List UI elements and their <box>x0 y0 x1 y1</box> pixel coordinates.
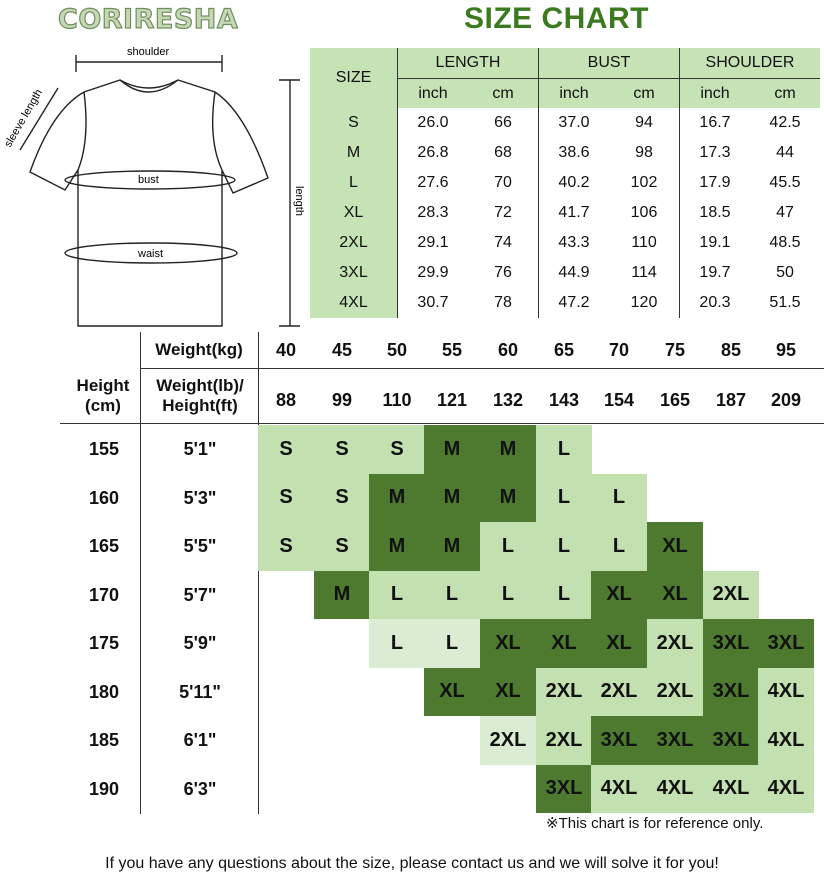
measurement-value: 19.1 <box>680 228 751 258</box>
size-header: SIZE <box>310 48 398 108</box>
waist-label: waist <box>138 248 164 260</box>
height-cm-value: 160 <box>88 487 120 508</box>
weight-lb-value: 165 <box>659 390 691 410</box>
measurement-value: 45.5 <box>769 174 801 191</box>
size-recommendation-cell: L <box>369 571 425 620</box>
size-recommendation-cell: 3XL <box>647 716 703 765</box>
reference-note: ※This chart is for reference only. <box>546 815 764 832</box>
weight-kg-value: 60 <box>497 340 519 360</box>
grid-divider <box>140 368 824 369</box>
height-cm-value: 175 <box>88 633 120 653</box>
weight-kg-value: 50 <box>386 340 408 360</box>
grid-divider <box>60 423 824 424</box>
measurement-value: 94 <box>635 114 653 131</box>
size-recommendation-cell: 3XL <box>758 619 814 668</box>
brand-logo <box>58 2 238 36</box>
measurement-value: 48.5 <box>769 234 801 251</box>
size-recommendation-cell: 2XL <box>536 668 592 717</box>
size-recommendation-cell: 2XL <box>536 716 592 765</box>
measurement-value: 28.3 <box>398 198 469 228</box>
size-recommendation-cell: L <box>536 571 592 620</box>
measurement-value: 20.3 <box>680 288 751 318</box>
size-recommendation-cell: XL <box>647 571 703 620</box>
size-recommendation-cell: 2XL <box>703 571 759 620</box>
size-cell: S <box>310 108 398 138</box>
size-cell: M <box>310 138 398 168</box>
size-recommendation-cell: M <box>369 522 425 571</box>
size-cell: 3XL <box>310 258 398 288</box>
measurement-value: 47 <box>776 204 794 221</box>
height-cm-label <box>68 376 138 420</box>
size-recommendation-cell: S <box>369 425 425 474</box>
measurement-value: 68 <box>494 144 512 161</box>
height-cm-value: 190 <box>88 778 120 799</box>
size-recommendation-cell: M <box>424 474 480 523</box>
size-recommendation-cell: XL <box>591 619 647 668</box>
height-cm-value: 155 <box>88 439 120 459</box>
weight-kg-value: 85 <box>720 340 742 360</box>
unit-header: inch <box>398 79 469 109</box>
weight-lb-value: 121 <box>436 390 468 410</box>
weight-lb-value: 99 <box>331 390 353 410</box>
size-recommendation-cell: 4XL <box>703 765 759 814</box>
measurement-value: 29.9 <box>398 258 469 288</box>
grid-divider <box>140 332 141 814</box>
measurement-value: 40.2 <box>539 168 610 198</box>
weight-lb-value: 143 <box>548 390 580 410</box>
measurement-value: 66 <box>494 114 512 131</box>
size-recommendation-cell: XL <box>536 619 592 668</box>
measurement-value: 51.5 <box>769 294 801 311</box>
measurement-value: 106 <box>630 204 658 221</box>
measurement-value: 78 <box>494 294 512 311</box>
size-recommendation-cell: M <box>424 425 480 474</box>
size-recommendation-cell: XL <box>647 522 703 571</box>
weight-kg-value: 75 <box>664 340 686 360</box>
height-cm-label-line: (cm) <box>85 396 121 415</box>
measurement-value: 44 <box>776 144 794 161</box>
size-recommendation-cell: XL <box>480 668 536 717</box>
height-ft-value: 5'5" <box>183 536 217 556</box>
measurement-value: 74 <box>494 234 512 251</box>
height-ft-value: 6'3" <box>183 778 217 799</box>
size-recommendation-cell: 3XL <box>536 765 592 814</box>
size-recommendation-cell: L <box>591 474 647 523</box>
weight-lb-value: 110 <box>382 390 412 410</box>
height-ft-value: 5'9" <box>183 633 217 653</box>
measurement-value: 27.6 <box>398 168 469 198</box>
measurement-value: 43.3 <box>539 228 610 258</box>
size-recommendation-cell: 2XL <box>591 668 647 717</box>
size-recommendation-cell: S <box>314 474 370 523</box>
size-row <box>310 288 820 318</box>
weight-kg-value: 45 <box>331 340 353 360</box>
size-recommendation-cell: 3XL <box>703 619 759 668</box>
brand-logo-text: CORIRESHA <box>58 3 239 35</box>
measurement-value: 98 <box>635 144 653 161</box>
weight-kg-value: 40 <box>275 340 297 360</box>
size-recommendation-cell: L <box>480 522 536 571</box>
measurement-value: 19.7 <box>680 258 751 288</box>
size-recommendation-cell: S <box>258 522 314 571</box>
size-cell: 2XL <box>310 228 398 258</box>
footer-message: If you have any questions about the size, please contact us and we will solve it for you! <box>105 855 719 872</box>
size-row <box>310 138 820 168</box>
weight-kg-value: 70 <box>608 340 630 360</box>
unit-header: inch <box>539 79 610 109</box>
measurement-value: 29.1 <box>398 228 469 258</box>
measurement-table <box>310 48 820 318</box>
height-cm-label-line: Height <box>76 376 130 395</box>
measurement-value: 38.6 <box>539 138 610 168</box>
size-recommendation-cell: 2XL <box>480 716 536 765</box>
measurement-value: 120 <box>630 294 658 311</box>
grid-divider <box>258 332 259 814</box>
measurement-value: 16.7 <box>680 108 751 138</box>
weight-kg-value: 55 <box>441 340 463 360</box>
measurement-value: 17.3 <box>680 138 751 168</box>
shoulder-label: shoulder <box>127 46 170 58</box>
weight-lb-height-ft-label-line: Weight(lb)/ <box>156 376 244 395</box>
page-title: SIZE CHART <box>464 2 649 35</box>
height-ft-value: 5'3" <box>183 487 217 508</box>
size-recommendation-cell: 3XL <box>703 668 759 717</box>
size-row <box>310 228 820 258</box>
height-cm-value: 170 <box>88 584 120 605</box>
length-label: length <box>293 186 305 216</box>
weight-lb-value: 209 <box>770 390 802 410</box>
measurement-value: 76 <box>494 264 512 281</box>
measurement-value: 17.9 <box>680 168 751 198</box>
size-row <box>310 198 820 228</box>
size-recommendation-cell: S <box>258 425 314 474</box>
size-row <box>310 108 820 138</box>
measurement-value: 42.5 <box>769 114 801 131</box>
size-recommendation-cell: M <box>480 425 536 474</box>
measurement-value: 26.8 <box>398 138 469 168</box>
height-ft-value: 5'1" <box>183 439 217 459</box>
size-recommendation-cell: L <box>369 619 425 668</box>
size-row <box>310 168 820 198</box>
height-ft-value: 5'11" <box>179 681 221 702</box>
size-recommendation-cell: 3XL <box>591 716 647 765</box>
size-recommendation-cell: 2XL <box>647 668 703 717</box>
weight-lb-value: 132 <box>492 390 524 410</box>
size-recommendation-cell: L <box>591 522 647 571</box>
tshirt-diagram <box>0 38 310 338</box>
weight-kg-label: Weight(kg) <box>155 340 243 359</box>
size-recommendation-cell: L <box>424 619 480 668</box>
size-recommendation-cell: L <box>480 571 536 620</box>
weight-lb-height-ft-label <box>144 376 256 420</box>
size-cell: L <box>310 168 398 198</box>
height-cm-value: 180 <box>88 681 120 702</box>
size-row <box>310 258 820 288</box>
unit-header: cm <box>609 79 680 109</box>
measurement-value: 72 <box>494 204 512 221</box>
height-cm-value: 165 <box>88 536 120 556</box>
height-ft-value: 6'1" <box>183 730 217 750</box>
size-recommendation-cell: S <box>258 474 314 523</box>
size-cell: XL <box>310 198 398 228</box>
height-ft-value: 5'7" <box>183 584 217 605</box>
size-recommendation-cell: 3XL <box>703 716 759 765</box>
measurement-value: 47.2 <box>539 288 610 318</box>
unit-header: cm <box>468 79 539 109</box>
measurement-value: 26.0 <box>398 108 469 138</box>
size-recommendation-cell: XL <box>591 571 647 620</box>
bust-label: bust <box>138 174 159 186</box>
size-recommendation-cell: M <box>424 522 480 571</box>
size-recommendation-cell: L <box>536 522 592 571</box>
measurement-value: 37.0 <box>539 108 610 138</box>
size-recommendation-cell: XL <box>480 619 536 668</box>
shoulder-header: SHOULDER <box>680 48 821 79</box>
unit-header: cm <box>750 79 820 109</box>
size-recommendation-cell: XL <box>424 668 480 717</box>
length-header: LENGTH <box>398 48 539 79</box>
measurement-value: 102 <box>630 174 658 191</box>
size-recommendation-cell: S <box>314 425 370 474</box>
measurement-value: 18.5 <box>680 198 751 228</box>
size-recommendation-cell: 4XL <box>647 765 703 814</box>
measurement-value: 70 <box>494 174 512 191</box>
weight-kg-value: 65 <box>553 340 575 360</box>
measurement-value: 50 <box>776 264 794 281</box>
size-recommendation-cell: 4XL <box>591 765 647 814</box>
weight-lb-value: 154 <box>603 390 635 410</box>
height-cm-value: 185 <box>88 730 120 750</box>
weight-lb-value: 187 <box>715 390 747 410</box>
measurement-value: 114 <box>631 264 657 281</box>
measurement-value: 30.7 <box>398 288 469 318</box>
size-recommendation-cell: M <box>369 474 425 523</box>
size-recommendation-cell: S <box>314 522 370 571</box>
size-recommendation-cell: 2XL <box>647 619 703 668</box>
size-recommendation-cell: 4XL <box>758 668 814 717</box>
size-cell: 4XL <box>310 288 398 318</box>
weight-kg-value: 95 <box>775 340 797 360</box>
weight-lb-value: 88 <box>275 390 297 410</box>
size-recommendation-cell: L <box>536 425 592 474</box>
measurement-value: 44.9 <box>539 258 610 288</box>
weight-lb-height-ft-label-line: Height(ft) <box>162 396 238 415</box>
size-recommendation-cell: L <box>536 474 592 523</box>
size-recommendation-cell: 4XL <box>758 765 814 814</box>
bust-header: BUST <box>539 48 680 79</box>
measurement-value: 41.7 <box>539 198 610 228</box>
measurement-value: 110 <box>631 234 657 251</box>
size-recommendation-cell: 4XL <box>758 716 814 765</box>
size-recommendation-cell: L <box>424 571 480 620</box>
unit-header: inch <box>680 79 751 109</box>
size-recommendation-cell: M <box>480 474 536 523</box>
size-recommendation-cell: M <box>314 571 370 620</box>
sleeve-length-label: sleeve length <box>2 87 46 150</box>
